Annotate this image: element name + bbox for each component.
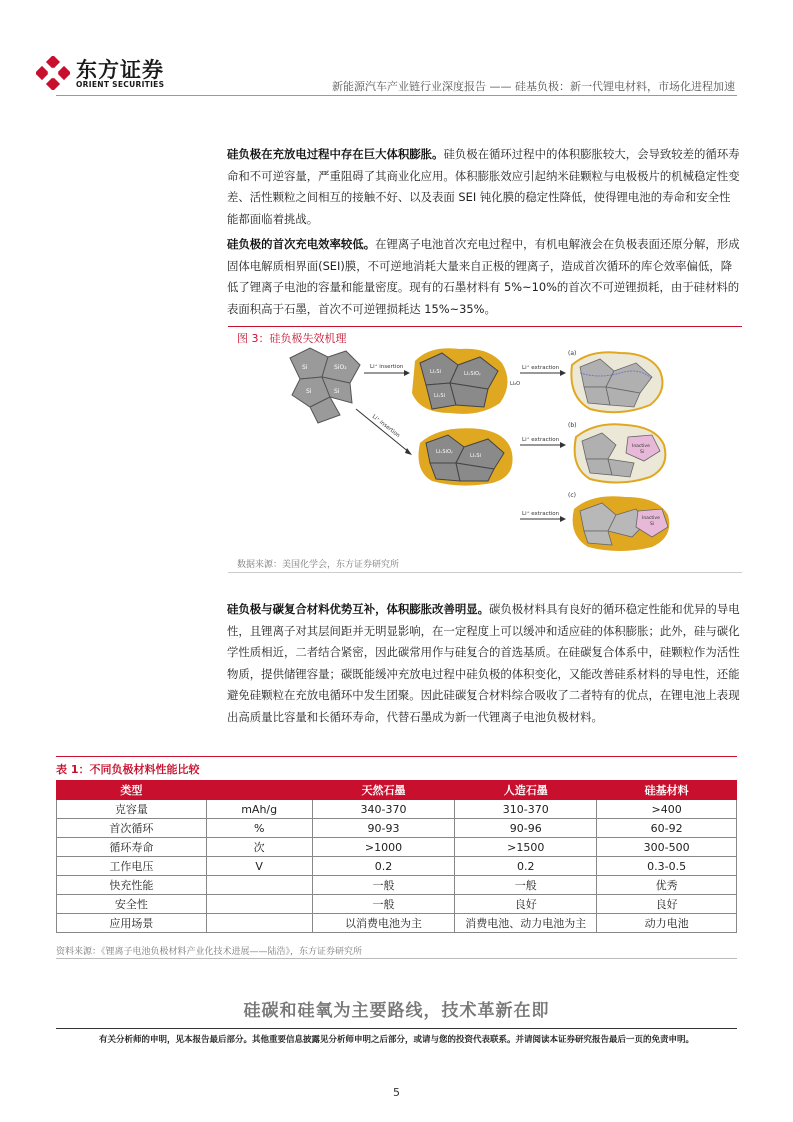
table-cell: 安全性	[57, 895, 207, 914]
table-row	[57, 876, 737, 895]
table-cell: %	[206, 819, 312, 838]
label-si: Si	[306, 388, 312, 395]
figure-source: 数据来源：美国化学会，东方证券研究所	[237, 560, 400, 570]
paragraph-lead: 硅负极的首次充电效率较低。	[227, 237, 376, 251]
table-cell: 优秀	[597, 876, 737, 895]
paragraph-lead: 硅负极在充放电过程中存在巨大体积膨胀。	[227, 147, 444, 161]
label-li2o: Li₂O	[510, 381, 521, 387]
label-inactive-si: Si	[640, 450, 645, 455]
table-cell: 快充性能	[57, 876, 207, 895]
table-cell: 0.2	[455, 857, 597, 876]
table-cell: 0.2	[312, 857, 455, 876]
table-cell	[206, 914, 312, 933]
table-top-rule	[56, 756, 737, 757]
table-cell: 消费电池、动力电池为主	[455, 914, 597, 933]
label-lisi: LiₓSi	[430, 369, 441, 375]
label-lisio: LiₓSiOᵧ	[464, 371, 481, 377]
table-cell: 340-370	[312, 800, 455, 819]
table-row	[57, 857, 737, 876]
label-inactive: Inactive	[642, 516, 660, 521]
table-cell: 一般	[312, 895, 455, 914]
lithiated-cluster-top	[412, 348, 508, 414]
footer-rule	[56, 1028, 737, 1029]
table-cell: 310-370	[455, 800, 597, 819]
table-cell: 90-93	[312, 819, 455, 838]
table-cell: >1500	[455, 838, 597, 857]
label-si: Si	[302, 364, 308, 371]
failure-mechanism-diagram	[280, 343, 680, 551]
arrow-head-icon	[404, 370, 410, 376]
label-inactive-si: Si	[650, 522, 655, 527]
column-header: 人造石墨	[455, 781, 597, 800]
table-cell: 工作电压	[57, 857, 207, 876]
table-cell: 60-92	[597, 819, 737, 838]
label-extraction: Li⁺ extraction	[522, 365, 560, 371]
label-insertion: Li⁺ insertion	[370, 413, 401, 440]
label-insertion: Li⁺ insertion	[370, 364, 404, 370]
table-cell: 循环寿命	[57, 838, 207, 857]
table-cell: >1000	[312, 838, 455, 857]
company-logo	[36, 54, 176, 90]
logo-text-en: ORIENT SECURITIES	[76, 80, 165, 89]
table-cell: >400	[597, 800, 737, 819]
outcome-cluster-c	[573, 496, 670, 551]
column-header: 类型	[57, 781, 207, 800]
label-lisi: LiₓSi	[434, 393, 445, 399]
table-cell: 良好	[597, 895, 737, 914]
table-cell: 300-500	[597, 838, 737, 857]
header-divider	[56, 95, 737, 96]
paragraph-body: 硅负极在循环过程中的体积膨胀较大，会导致较差的循环寿命和不可逆容量，严重阻碍了其商业化应用。体积膨胀效应引起纳米硅颗粒与电极极片的机械稳定性变差、活性颗粒之间相互的接触不好、以及表面 SEI 钝化膜的稳定性降低，使得锂电池的寿命和安全性能都面临着挑战。	[227, 147, 740, 226]
arrow-head-icon	[560, 516, 566, 522]
paragraph-body: 在锂离子电池首次充电过程中，有机电解液会在负极表面还原分解，形成固体电解质相界面(SEI)膜，不可逆地消耗大量来自正极的锂离子，造成首次循环的库仑效率偏低，降低了锂离子电池的容量和能量密度。现有的石墨材料有 5%~10%的首次不可逆锂损耗，由于硅材料的表面积高于石墨，首次不可逆锂损耗达 15%~35%。	[227, 237, 740, 316]
figure-title: 图 3：硅负极失效机理	[237, 332, 347, 345]
table-cell	[206, 876, 312, 895]
table-cell: 应用场景	[57, 914, 207, 933]
lithiated-cluster-lower	[419, 428, 513, 485]
label-lisi: LiₓSi	[470, 453, 481, 459]
paragraph-si-carbon-composite	[227, 599, 741, 728]
table-row	[57, 800, 737, 819]
initial-si-cluster	[290, 348, 360, 423]
outcome-cluster-a	[571, 352, 662, 412]
table-cell: 次	[206, 838, 312, 857]
table-cell	[206, 895, 312, 914]
table-cell: mAh/g	[206, 800, 312, 819]
logo-mark-icon	[36, 56, 70, 90]
material-comparison-table	[56, 780, 737, 933]
paragraph-volume-expansion	[227, 144, 741, 230]
column-header: 硅基材料	[597, 781, 737, 800]
table-cell: 首次循环	[57, 819, 207, 838]
section-heading: 硅碳和硅氧为主要路线，技术革新在即	[243, 1001, 550, 1021]
table-cell: 动力电池	[597, 914, 737, 933]
table-row	[57, 914, 737, 933]
outcome-cluster-b	[575, 424, 666, 482]
table-bottom-rule	[56, 958, 737, 959]
table-header-row	[57, 781, 737, 800]
disclaimer: 有关分析师的申明，见本报告最后部分。其他重要信息披露见分析师申明之后部分，或请与您的投资代表联系。并请阅读本证券研究报告最后一页的免责申明。	[98, 1035, 694, 1045]
figure-top-rule	[228, 326, 742, 327]
label-lisio: LiₓSiOᵧ	[436, 449, 453, 455]
label-extraction: Li⁺ extraction	[522, 511, 560, 517]
table-cell: V	[206, 857, 312, 876]
label-extraction: Li⁺ extraction	[522, 437, 560, 443]
label-inactive: Inactive	[632, 444, 650, 449]
report-title: 新能源汽车产业链行业深度报告 —— 硅基负极：新一代锂电材料，市场化进程加速	[332, 80, 735, 93]
page-number: 5	[393, 1086, 400, 1099]
label-si: Si	[334, 388, 340, 395]
table-cell: 良好	[455, 895, 597, 914]
column-header	[206, 781, 312, 800]
table-cell: 0.3-0.5	[597, 857, 737, 876]
table-row	[57, 895, 737, 914]
paragraph-first-efficiency	[227, 234, 741, 320]
table-source: 资料来源：《锂离子电池负极材料产业化技术进展——陆浩》，东方证券研究所	[56, 947, 363, 957]
logo-text-cn: 东方证券	[76, 58, 164, 82]
table-row	[57, 819, 737, 838]
label-panel-c: (c)	[568, 492, 576, 499]
arrow-head-icon	[560, 442, 566, 448]
arrow-insertion-lower	[356, 409, 410, 453]
table-cell: 以消费电池为主	[312, 914, 455, 933]
arrow-head-icon	[405, 448, 412, 455]
column-header: 天然石墨	[312, 781, 455, 800]
label-sio2: SiO₂	[334, 364, 347, 371]
label-panel-b: (b)	[568, 422, 577, 429]
table-cell: 一般	[312, 876, 455, 895]
table-cell: 90-96	[455, 819, 597, 838]
paragraph-body: 碳负极材料具有良好的循环稳定性能和优异的导电性，且锂离子对其层间距并无明显影响，在一定程度上可以缓冲和适应硅的体积膨胀；此外，硅与碳化学性质相近，二者结合紧密，因此碳常用作与硅复合的首选基质。在硅碳复合体系中，硅颗粒作为活性物质，提供储锂容量；碳既能缓冲充放电过程中硅负极的体积变化，又能改善硅系材料的导电性，还能避免硅颗粒在充放电循环中发生团聚。因此硅碳复合材料综合吸收了二者特有的优点，在锂电池上表现出高质量比容量和长循环寿命，代替石墨成为新一代锂离子电池负极材料。	[227, 602, 740, 724]
label-panel-a: (a)	[568, 350, 577, 357]
paragraph-lead: 硅负极与碳复合材料优势互补，体积膨胀改善明显。	[227, 602, 489, 616]
arrow-head-icon	[560, 370, 566, 376]
table-row	[57, 838, 737, 857]
figure-bottom-rule	[228, 572, 742, 573]
table-cell: 一般	[455, 876, 597, 895]
table-cell: 克容量	[57, 800, 207, 819]
table-title: 表 1：不同负极材料性能比较	[56, 763, 200, 776]
